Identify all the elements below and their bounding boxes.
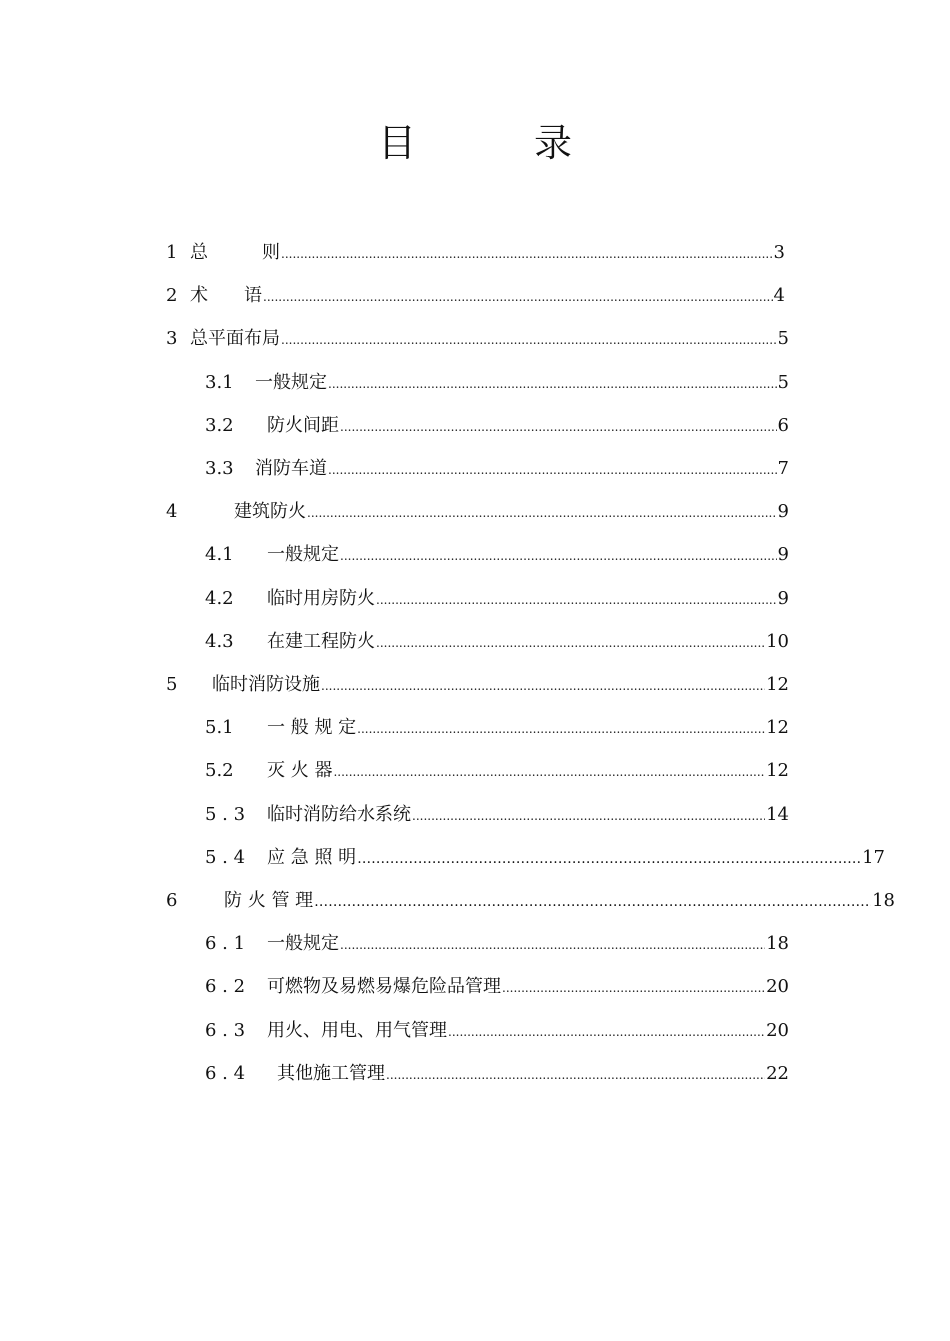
toc-title: 临时消防设施 <box>212 674 320 695</box>
toc-leader <box>376 587 777 613</box>
toc-number: 5.1 <box>205 717 234 738</box>
toc-entry-6-2[interactable] <box>205 974 789 1000</box>
toc-title: 术 语 <box>190 285 262 306</box>
toc-leader <box>357 716 765 742</box>
toc-title: 在建工程防火 <box>267 631 375 652</box>
toc-leader <box>376 630 765 656</box>
toc-page-number: 5 <box>777 372 789 393</box>
toc-leader <box>340 414 777 440</box>
toc-leader <box>307 500 777 526</box>
toc-leader <box>448 1019 765 1045</box>
toc-title: 防 火 管 理 <box>224 890 314 911</box>
toc-entry-6-1[interactable] <box>205 931 789 957</box>
toc-number: 3.1 <box>205 372 234 393</box>
toc-number: 5 <box>166 674 178 695</box>
toc-leader <box>321 673 765 699</box>
toc-page-number: 20 <box>766 1020 789 1041</box>
toc-leader <box>412 803 765 829</box>
toc-page-number: 9 <box>777 501 789 522</box>
toc-title: 临时消防给水系统 <box>267 804 411 825</box>
toc-entry-5-1[interactable] <box>205 715 789 741</box>
toc-number: 5 . 3 <box>205 804 246 825</box>
toc-page-number: 9 <box>777 588 789 609</box>
toc-page-number: 12 <box>766 717 789 738</box>
toc-number: 3.3 <box>205 458 234 479</box>
toc-number: 4.3 <box>205 631 234 652</box>
toc-page-number: 9 <box>777 544 789 565</box>
toc-leader <box>314 889 871 915</box>
toc-leader <box>386 1062 765 1088</box>
toc-page-number: 4 <box>773 285 785 306</box>
toc-number: 5.2 <box>205 760 234 781</box>
toc-page-number: 7 <box>777 458 789 479</box>
toc-leader <box>340 932 765 958</box>
toc-number: 6 . 2 <box>205 976 246 997</box>
toc-leader <box>328 457 777 483</box>
toc-entry-6[interactable] <box>166 888 895 914</box>
toc-number: 1 <box>166 242 178 263</box>
toc-number: 4.1 <box>205 544 234 565</box>
toc-page-number: 5 <box>777 328 789 349</box>
toc-leader <box>333 759 765 785</box>
toc-entry-3-3[interactable] <box>205 456 789 482</box>
toc-leader <box>340 543 777 569</box>
toc-number: 2 <box>166 285 178 306</box>
toc-entry-3[interactable] <box>166 326 789 352</box>
toc-title: 可燃物及易燃易爆危险品管理 <box>267 976 501 997</box>
toc-entry-4-3[interactable] <box>205 629 789 655</box>
toc-leader <box>263 284 773 310</box>
toc-entry-4-1[interactable] <box>205 542 789 568</box>
toc-title: 灭 火 器 <box>267 760 333 781</box>
toc-entry-2[interactable] <box>166 283 785 309</box>
toc-number: 4.2 <box>205 588 234 609</box>
toc-leader <box>281 327 777 353</box>
toc-title: 一般规定 <box>267 544 339 565</box>
toc-title: 消防车道 <box>255 458 327 479</box>
toc-number: 6 . 3 <box>205 1020 246 1041</box>
toc-entry-6-4[interactable] <box>205 1061 789 1087</box>
toc-number: 4 <box>166 501 178 522</box>
toc-title: 总平面布局 <box>190 328 280 349</box>
toc-page-number: 17 <box>862 847 885 868</box>
toc-number: 6 . 1 <box>205 933 246 954</box>
toc-page-number: 14 <box>766 804 789 825</box>
toc-page-number: 18 <box>872 890 895 911</box>
toc-entry-5-4[interactable] <box>205 845 885 871</box>
toc-leader <box>357 846 861 872</box>
toc-entry-4[interactable] <box>166 499 789 525</box>
toc-page-number: 10 <box>766 631 789 652</box>
toc-page-number: 3 <box>773 242 785 263</box>
toc-number: 6 . 4 <box>205 1063 246 1084</box>
toc-number: 6 <box>166 890 178 911</box>
toc-title: 应 急 照 明 <box>267 847 357 868</box>
toc-page-number: 18 <box>766 933 789 954</box>
toc-page-number: 12 <box>766 674 789 695</box>
toc-title: 用火、用电、用气管理 <box>267 1020 447 1041</box>
toc-page-number: 20 <box>766 976 789 997</box>
toc-entry-1[interactable] <box>166 240 785 266</box>
toc-entry-5-3[interactable] <box>205 802 789 828</box>
toc-entry-5[interactable] <box>166 672 789 698</box>
toc-page-number: 6 <box>777 415 789 436</box>
toc-page-number: 12 <box>766 760 789 781</box>
toc-number: 3.2 <box>205 415 234 436</box>
toc-entry-5-2[interactable] <box>205 758 789 784</box>
toc-entry-4-2[interactable] <box>205 586 789 612</box>
toc-leader <box>328 371 777 397</box>
toc-title: 总 则 <box>190 242 280 263</box>
toc-title: 其他施工管理 <box>277 1063 385 1084</box>
toc-entry-3-1[interactable] <box>205 370 789 396</box>
toc-leader <box>281 241 773 267</box>
toc-number: 5 . 4 <box>205 847 246 868</box>
toc-title: 一般规定 <box>267 933 339 954</box>
toc-number: 3 <box>166 328 178 349</box>
toc-entry-3-2[interactable] <box>205 413 789 439</box>
toc-page-number: 22 <box>766 1063 789 1084</box>
toc-title: 建筑防火 <box>234 501 306 522</box>
toc-leader <box>502 975 765 1001</box>
toc-entry-6-3[interactable] <box>205 1018 789 1044</box>
toc-title: 防火间距 <box>267 415 339 436</box>
toc-title: 一 般 规 定 <box>267 717 357 738</box>
toc-title: 临时用房防火 <box>267 588 375 609</box>
toc-title: 一般规定 <box>255 372 327 393</box>
page-title: 目 录 <box>377 121 612 165</box>
